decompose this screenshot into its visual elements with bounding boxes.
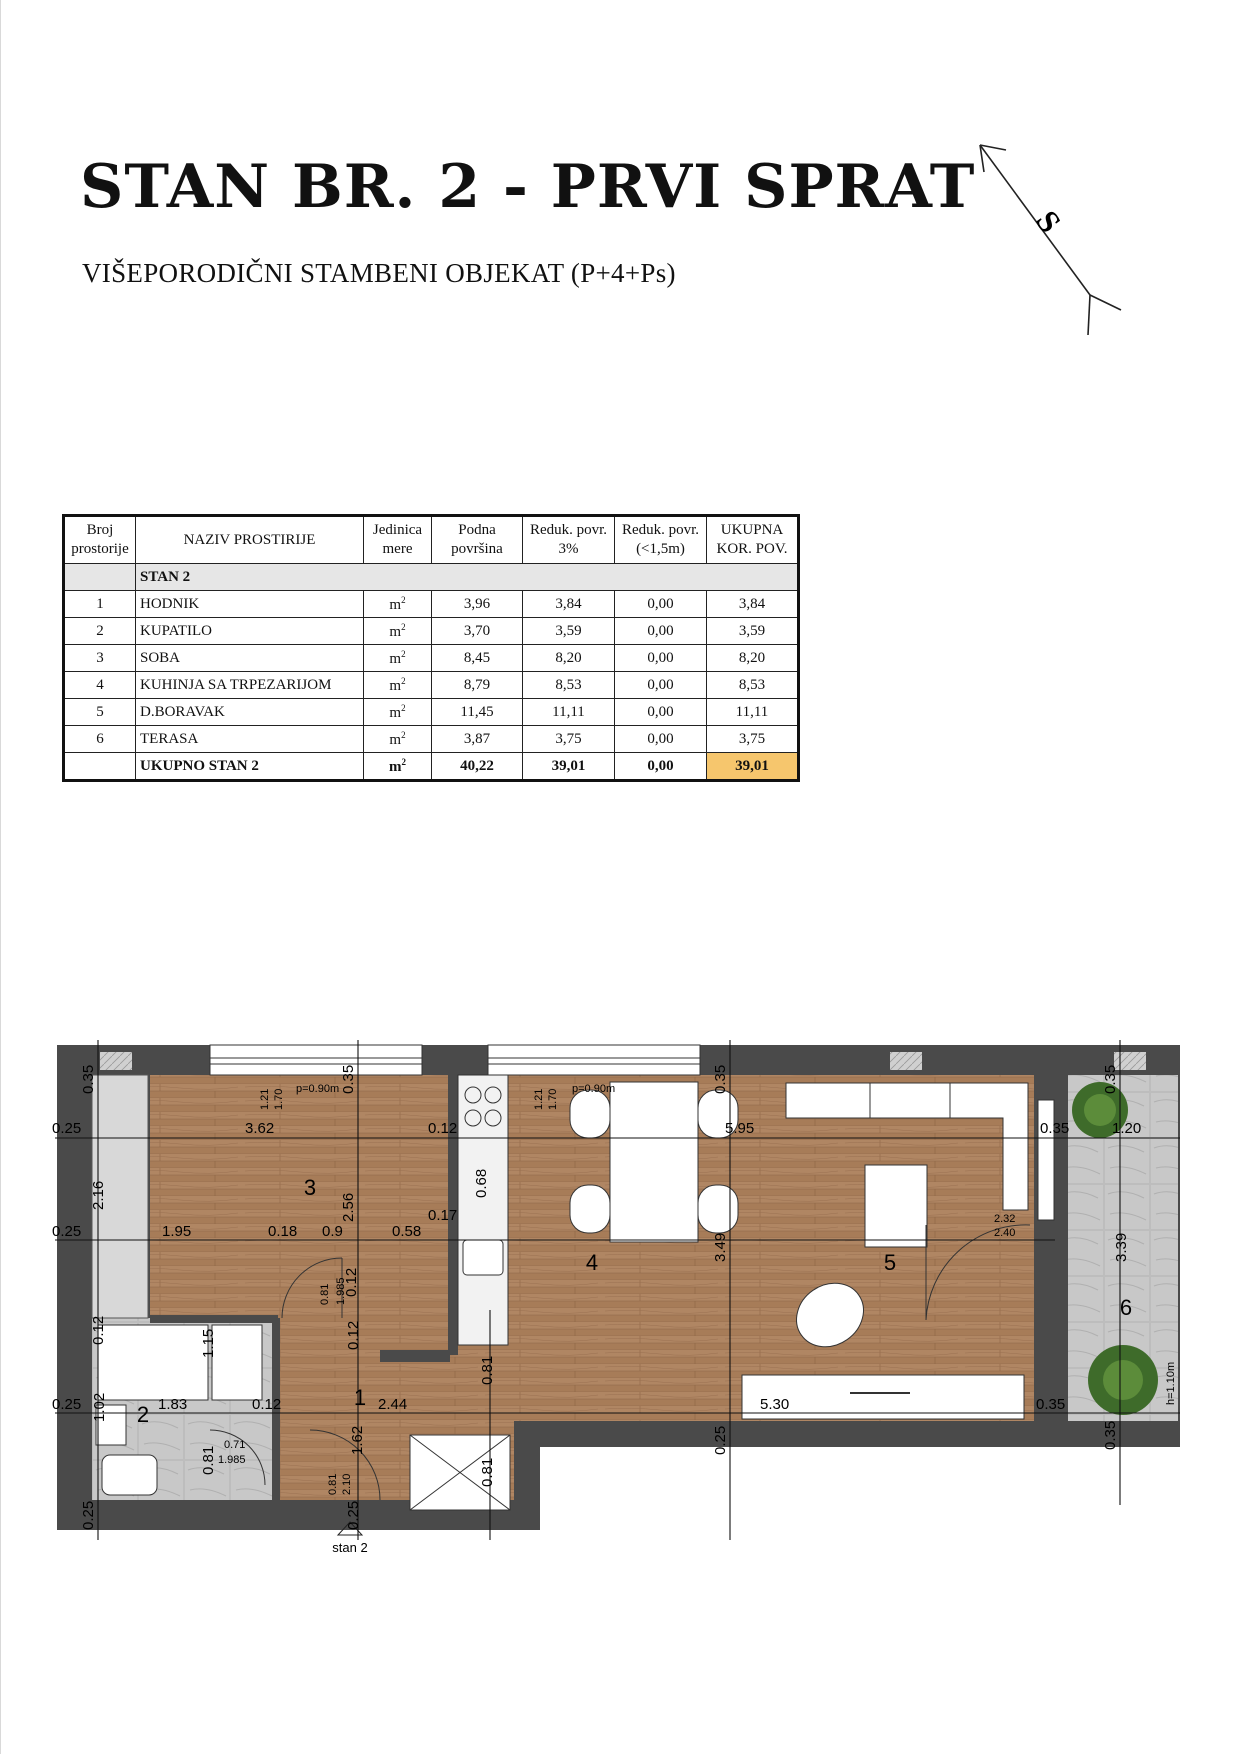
floor-area-cell: 3,70 xyxy=(432,618,523,645)
reduced-15-cell: 0,00 xyxy=(615,591,707,618)
door3-b: 1.985 xyxy=(335,1277,347,1305)
dim-081b: 0.81 xyxy=(479,1457,496,1487)
dim-081c: 0.81 xyxy=(200,1445,217,1475)
dim-025f: 0.25 xyxy=(712,1425,729,1455)
dim-339: 3.39 xyxy=(1113,1232,1130,1262)
wall-kitchen-stub xyxy=(448,1240,458,1355)
unit-cell: $m^2$ xyxy=(364,753,432,781)
floor-area-cell: 8,45 xyxy=(432,645,523,672)
total-area-cell: 3,75 xyxy=(707,726,799,753)
table-row xyxy=(64,591,799,618)
dim-595: 5.95 xyxy=(725,1120,755,1137)
door5-a: 2.32 xyxy=(994,1213,1016,1225)
header-unit: Jedinica mere xyxy=(364,516,432,564)
dim-012a: 0.12 xyxy=(428,1120,458,1137)
railing-height: h=1.10m xyxy=(1165,1361,1177,1405)
room-name-cell: HODNIK xyxy=(136,591,364,618)
room-number-cell: 6 xyxy=(64,726,136,753)
rooms-table xyxy=(62,514,800,782)
win1-b: 1.70 xyxy=(273,1088,285,1110)
dim-162: 1.62 xyxy=(349,1425,366,1455)
table-row xyxy=(64,645,799,672)
dim-025c: 0.25 xyxy=(52,1396,82,1413)
room-3-floor xyxy=(150,1075,448,1318)
dim-w3: 0.35 xyxy=(712,1064,729,1094)
vent-2 xyxy=(890,1052,922,1070)
bathtub xyxy=(98,1325,208,1400)
reduced-3-cell: 3,75 xyxy=(523,726,615,753)
dim-256: 2.56 xyxy=(340,1192,357,1222)
table-row xyxy=(64,726,799,753)
total-floor-cell: 40,22 xyxy=(432,753,523,781)
dim-362: 3.62 xyxy=(245,1120,275,1137)
door3-a: 0.81 xyxy=(319,1283,331,1305)
floor-area-cell: 8,79 xyxy=(432,672,523,699)
win2-a: 1.21 xyxy=(533,1088,545,1110)
north-arrow-icon xyxy=(970,130,1140,350)
dining-table xyxy=(610,1082,698,1242)
compass-letter: S xyxy=(1029,203,1069,240)
dim-058: 0.58 xyxy=(392,1223,422,1240)
table-row xyxy=(64,699,799,726)
total-reduced-15-cell: 0,00 xyxy=(615,753,707,781)
dim-035b: 0.35 xyxy=(1036,1396,1066,1413)
unit-cell: $m^2$ xyxy=(364,618,432,645)
wall-room3-bottom xyxy=(150,1315,278,1323)
header-total: UKUPNA KOR. POV. xyxy=(707,516,799,564)
dim-216: 2.16 xyxy=(90,1180,107,1210)
reduced-15-cell: 0,00 xyxy=(615,672,707,699)
dim-012e: 0.12 xyxy=(252,1396,282,1413)
table-header-row xyxy=(64,516,799,564)
section-row xyxy=(64,564,799,591)
dim-025e: 0.25 xyxy=(345,1500,362,1530)
door5-b: 2.40 xyxy=(994,1227,1016,1239)
room-number-1: 1 xyxy=(353,1385,367,1410)
reduced-3-cell: 3,59 xyxy=(523,618,615,645)
header-name: NAZIV PROSTIRIJE xyxy=(136,516,364,564)
door1-a: 0.81 xyxy=(327,1473,339,1495)
room-number-cell: 1 xyxy=(64,591,136,618)
dim-102: 1.02 xyxy=(91,1392,108,1422)
unit-cell: $m^2$ xyxy=(364,726,432,753)
unit-cell: $m^2$ xyxy=(364,645,432,672)
total-row xyxy=(64,753,799,781)
floor-plan xyxy=(0,1000,1240,1560)
unit-cell: $m^2$ xyxy=(364,672,432,699)
total-area-cell: 3,59 xyxy=(707,618,799,645)
door2-b: 1.985 xyxy=(218,1454,246,1466)
dim-120: 1.20 xyxy=(1112,1120,1142,1137)
page-subtitle: VIŠEPORODIČNI STAMBENI OBJEKAT (P+4+Ps) xyxy=(82,258,676,288)
header-number: Broj prostorije xyxy=(64,516,136,564)
reduced-3-cell: 8,53 xyxy=(523,672,615,699)
room-name-cell: TERASA xyxy=(136,726,364,753)
dim-068: 0.68 xyxy=(473,1168,490,1198)
total-area-cell: 11,11 xyxy=(707,699,799,726)
reduced-15-cell: 0,00 xyxy=(615,699,707,726)
reduced-15-cell: 0,00 xyxy=(615,645,707,672)
room-number-3: 3 xyxy=(303,1175,317,1200)
dim-012c: 0.12 xyxy=(345,1320,362,1350)
dim-530: 5.30 xyxy=(760,1396,790,1413)
entrance-label: stan 2 xyxy=(332,1540,368,1555)
win2-b: 1.70 xyxy=(547,1088,559,1110)
table-row xyxy=(64,618,799,645)
dim-195: 1.95 xyxy=(162,1223,192,1240)
dim-09: 0.9 xyxy=(322,1223,343,1240)
dim-018: 0.18 xyxy=(268,1223,298,1240)
win2-p: p=0.90m xyxy=(572,1083,616,1095)
reduced-3-cell: 8,20 xyxy=(523,645,615,672)
dim-244: 2.44 xyxy=(378,1396,408,1413)
reduced-15-cell: 0,00 xyxy=(615,726,707,753)
unit-cell: $m^2$ xyxy=(364,699,432,726)
dim-w1: 0.35 xyxy=(80,1064,97,1094)
header-reduced-3: Reduk. povr. 3% xyxy=(523,516,615,564)
window-kitchen xyxy=(488,1045,700,1075)
header-floor-area: Podna površina xyxy=(432,516,523,564)
room-number-4: 4 xyxy=(585,1250,599,1275)
reduced-3-cell: 3,84 xyxy=(523,591,615,618)
room-number-cell: 2 xyxy=(64,618,136,645)
table-row xyxy=(64,672,799,699)
reduced-15-cell: 0,00 xyxy=(615,618,707,645)
door2-a: 0.71 xyxy=(224,1439,246,1451)
door1-b: 2.10 xyxy=(341,1473,353,1495)
kitchen-sink xyxy=(463,1240,503,1275)
wall-kitchen-low xyxy=(380,1350,450,1362)
total-area-cell: 8,53 xyxy=(707,672,799,699)
floor-area-cell: 11,45 xyxy=(432,699,523,726)
reduced-3-cell: 11,11 xyxy=(523,699,615,726)
room-number-cell: 4 xyxy=(64,672,136,699)
header-reduced-15: Reduk. povr. (<1,5m) xyxy=(615,516,707,564)
room-number-6: 6 xyxy=(1119,1295,1133,1320)
room-name-cell: SOBA xyxy=(136,645,364,672)
dim-w4: 0.35 xyxy=(1102,1064,1119,1094)
toilet xyxy=(102,1455,157,1495)
dim-183: 1.83 xyxy=(158,1396,188,1413)
vent-1 xyxy=(100,1052,132,1070)
room-number-cell: 3 xyxy=(64,645,136,672)
coffee-table xyxy=(865,1165,927,1247)
total-number-cell xyxy=(64,753,136,781)
dim-012d: 0.12 xyxy=(343,1267,360,1297)
dim-035a: 0.35 xyxy=(1040,1120,1070,1137)
dim-w2: 0.35 xyxy=(340,1064,357,1094)
win1-a: 1.21 xyxy=(259,1088,271,1110)
total-usable-area-cell: 39,01 xyxy=(707,753,799,781)
total-area-cell: 3,84 xyxy=(707,591,799,618)
room-name-cell: D.BORAVAK xyxy=(136,699,364,726)
unit-cell: $m^2$ xyxy=(364,591,432,618)
win1-p: p=0.90m xyxy=(296,1083,340,1095)
room-number-2: 2 xyxy=(136,1402,150,1427)
room-name-cell: KUHINJA SA TRPEZARIJOM xyxy=(136,672,364,699)
washing-machine xyxy=(212,1325,262,1400)
dim-025b: 0.25 xyxy=(52,1223,82,1240)
page-title: STAN BR. 2 - PRVI SPRAT xyxy=(80,152,976,222)
room-name-cell: KUPATILO xyxy=(136,618,364,645)
dim-012b: 0.12 xyxy=(90,1315,107,1345)
dim-081a: 0.81 xyxy=(479,1355,496,1385)
total-reduced-3-cell: 39,01 xyxy=(523,753,615,781)
room-number-5: 5 xyxy=(883,1250,897,1275)
floor-area-cell: 3,96 xyxy=(432,591,523,618)
dim-025a: 0.25 xyxy=(52,1120,82,1137)
total-name-cell: UKUPNO STAN 2 xyxy=(136,753,364,781)
window-room3 xyxy=(210,1045,422,1075)
room-number-cell: 5 xyxy=(64,699,136,726)
dim-017: 0.17 xyxy=(428,1207,458,1224)
dim-025d: 0.25 xyxy=(80,1500,97,1530)
dim-349: 3.49 xyxy=(712,1232,729,1262)
dim-115: 1.15 xyxy=(200,1328,217,1358)
section-label: STAN 2 xyxy=(136,564,799,591)
dim-035c: 0.35 xyxy=(1102,1420,1119,1450)
total-area-cell: 8,20 xyxy=(707,645,799,672)
terrace-door-frame xyxy=(1038,1100,1054,1220)
floor-area-cell: 3,87 xyxy=(432,726,523,753)
